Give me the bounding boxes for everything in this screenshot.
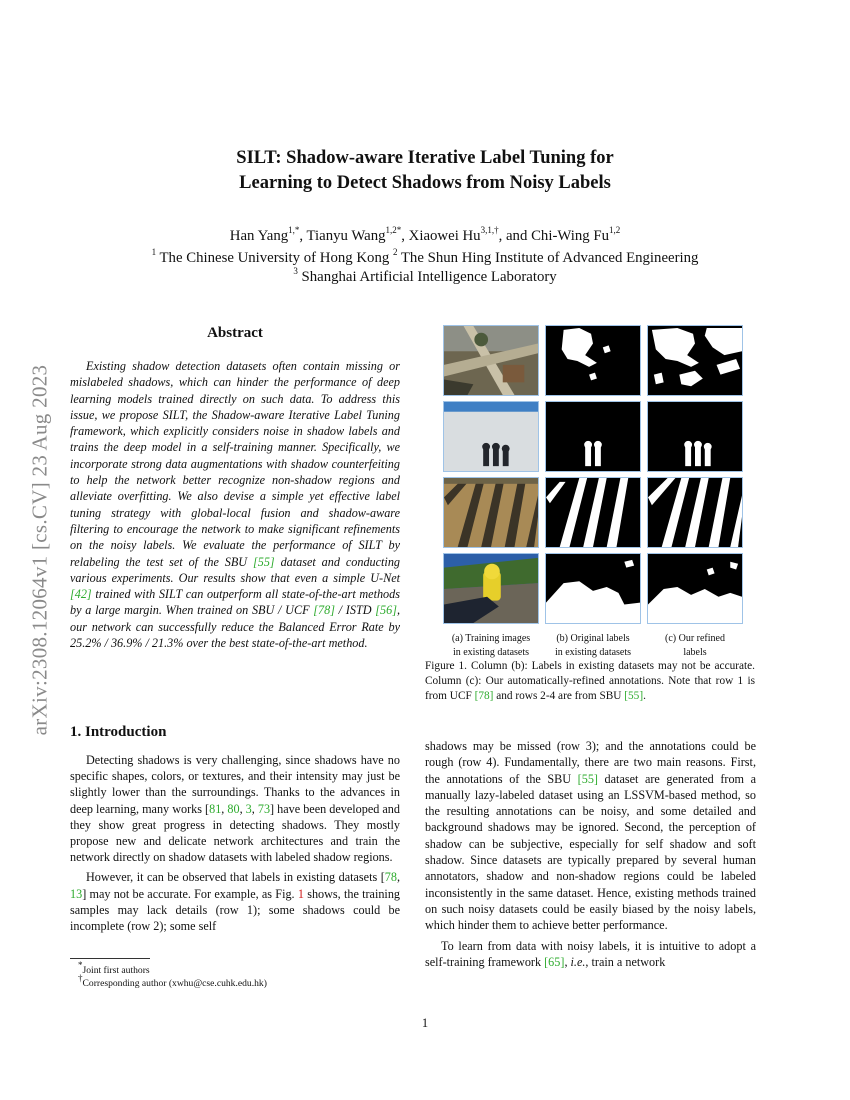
subcaption-a-line-1: (a) Training images [451,633,531,644]
footnote-joint-first [78,959,150,977]
intro-text: shows, the training samples may lack details (row 1); some shadows could be incomplete (row 2); some self [70,886,401,934]
caption-text: and rows 2-4 are from SBU [493,690,625,702]
author-marks: 3,1,† [480,225,499,236]
figure-ref-link[interactable]: 1 [297,886,304,901]
figure-1-caption [425,659,755,704]
citation-link[interactable]: [55] [624,690,644,702]
subcaption-c-line-1: (c) Our refined [665,633,725,644]
training-image-snowfield [443,401,539,472]
author-name: Xiaowei Hu [408,228,481,244]
body-text: dataset are generated from a manually lazy-labeled dataset using an LSSVM-based method, so the resulting annotations can be noisy, and some detailed and background shadows may be ignored. Second, the perception of shadow can be subjective, especially for self shadow and soft shadow. Since datasets are typically prepared by several human annotators, shadow and non-shadow regions could be labeled inconsistently in the same dataset. Hence, existing methods trained on such noisy datasets could be easily biased by the noisy labels, which hinder them to achieve better performance. [425,771,756,933]
refined-label-1 [647,325,743,396]
citation-link[interactable]: 13 [70,886,83,901]
citation-link[interactable]: 81 [209,801,222,816]
footnote-rule [70,958,150,959]
abstract-text: / ISTD [334,603,376,618]
intro-text: ] may not be accurate. For example, as Fig. [82,886,298,901]
citation-link[interactable]: [78] [474,690,494,702]
abstract-body [70,358,400,651]
author-name: Chi-Wing Fu [531,228,609,244]
page-number: 1 [421,1016,429,1030]
citation-link[interactable]: 80 [227,801,240,816]
body-text: To learn from data with noisy labels, it is intuitive to adopt a self-training framework [425,938,756,969]
subcaption-b [545,632,641,660]
subcaption-a [443,632,539,660]
affiliation-shunhing: The Shun Hing Institute of Advanced Engineering [400,250,699,266]
original-label-2 [545,401,641,472]
author-marks: 1,* [288,225,300,236]
title-line-2: Learning to Detect Shadows from Noisy Labels [239,173,611,193]
affiliation-number: 2 [392,247,398,258]
subcaption-b-line-1: (b) Original labels [556,633,630,644]
affiliation-number: 3 [293,266,298,277]
affiliation-line-2 [0,267,850,287]
training-image-aerial [443,325,539,396]
subcaption-a-line-2: in existing datasets [452,647,530,658]
original-label-4 [545,553,641,624]
citation-link[interactable]: [55] [577,771,598,786]
citation-link[interactable]: 78 [384,870,397,885]
subcaption-c [647,632,743,660]
affiliation-line-1 [0,248,850,268]
body-text-italic: i.e. [570,954,586,969]
original-label-1 [545,325,641,396]
right-paragraph-1 [425,738,756,934]
affiliation-cuhk: The Chinese University of Hong Kong [159,250,390,266]
arxiv-stamp-text: arXiv:2308.12064v1 [cs.CV] 23 Aug 2023 [27,364,52,736]
footnote-text: Corresponding author (xwhu@cse.cuhk.edu.hk) [82,978,267,989]
footnote-text: Joint first authors [82,965,150,976]
refined-label-2 [647,401,743,472]
subcaption-c-line-2: labels [683,647,707,658]
right-column-body [425,738,756,974]
footnote-corresponding [78,972,267,990]
author-list: Han Yang$^{1,*}$, Tianyu Wang$^{1,2*}$, Xiaowei $Hu^{3,1,\dagger}$, and Chi-Wing Fu$^{1,2}$ [229,225,621,244]
subcaption-b-line-2: in existing datasets [554,647,632,658]
affiliation-number: 1 [151,247,157,258]
intro-text: ] have been developed and they show great progress in detecting shadows. They mostly propose new and delicate network architectures and train the network directly on shadow datasets with labeled shadow regions. [70,801,400,865]
author-marks: 1,2* [385,225,402,236]
abstract-heading: Abstract [207,325,263,341]
title-line-1: SILT: Shadow-aware Iterative Label Tuning for [236,148,614,168]
author-name: Tianyu Wang [306,228,386,244]
author-name: Han Yang [229,228,289,244]
introduction-body [70,752,400,938]
intro-paragraph-1: Detecting shadows is very challenging, since shadows have no specific shapes, colors, or textures, and their intensity may just be slightly lower than the surroundings. Thanks to the advances in deep learning, many works [81, 80, 3, 73] have been developed and they show great progress in detecting shadows. They mostly propose new and delicate network architectures and train the network directly on shadow datasets with labeled shadow regions. [70,753,400,865]
paper-title [0,146,850,196]
abstract-text: dataset and conducting various experiments. Our results show that even a simple U-Net [70,554,401,585]
body-text: , train a network [585,954,666,969]
citation-link[interactable]: 3 [245,801,252,816]
refined-label-4 [647,553,743,624]
body-text: shadows may be missed (row 3); and the annotations could be rough (row 4). Fundamentally, there are two main reasons. First, the annotations of the SBU [425,739,756,786]
citation-link[interactable]: [65] [544,954,565,969]
intro-text: However, it can be observed that labels in existing datasets [ [86,870,385,885]
citation-link[interactable]: [42] [70,587,92,602]
figure-1-grid [443,325,743,625]
training-image-fence-shadows [443,477,539,548]
citation-link[interactable]: [56] [375,603,397,618]
section-heading-introduction: 1. Introduction [70,724,167,740]
citation-link[interactable]: [78] [313,603,335,618]
abstract-text: Existing shadow detection datasets often contain missing or mislabeled shadows, which can hinder the performance of deep learning models trained directly on such data. To address this issue, we propose SILT, the Shadow-aware Iterative Label Tuning framework, which explicitly considers noise in shadow labels and trains the deep model in a self-training manner. Specifically, we incorporate strong data augmentations with shadow counterfeiting to help the network better recognize non-shadow regions and alleviate overfitting. We also devise a simple yet effective label tuning strategy with global-local fusion and shadow-aware filtering to encourage the network to make significant refinements on the noisy labels. We evaluate the performance of SILT by relabeling the test set of the SBU [70,359,400,569]
arxiv-stamp [10,290,70,810]
affiliation-shanghai-ai-lab: Shanghai Artificial Intelligence Laboratory [301,269,557,285]
training-image-hydrant [443,553,539,624]
caption-text: . [643,690,646,702]
refined-label-3 [647,477,743,548]
citation-link[interactable]: [55] [252,554,275,569]
right-paragraph-2 [425,938,756,971]
caption-text: Figure 1. Column (b): Labels in existing datasets may not be accurate. Column (c): Our automatically-refined annotations. Note that row 1 is from UCF [425,660,755,702]
intro-paragraph-2: However, it can be observed that labels in existing datasets [78, 13] may not be accurate. For example, as Fig. 1 shows, the training samples may lack details (row 1); some shadows could be incomplete (row 2); some self [70,870,401,934]
body-text: , [564,954,571,969]
original-label-3 [545,477,641,548]
footnote-mark: † [78,972,83,983]
abstract-text: , our network can successfully reduce the Balanced Error Rate by 25.2% / 36.9% / 21.3% over the best state-of-the-art method. [70,603,401,651]
intro-text: Detecting shadows is very challenging, since shadows have no specific shapes, colors, or textures, and their intensity may just be slightly lower than the surroundings. Thanks to the advances in deep learning, many works [ [70,753,400,816]
citation-link[interactable]: 73 [257,801,271,816]
footnote-mark: * [78,959,83,970]
abstract-text: trained with SILT can outperform all state-of-the-art methods by a large margin. When trained on SBU / UCF [70,587,400,618]
author-marks: 1,2 [608,225,621,236]
